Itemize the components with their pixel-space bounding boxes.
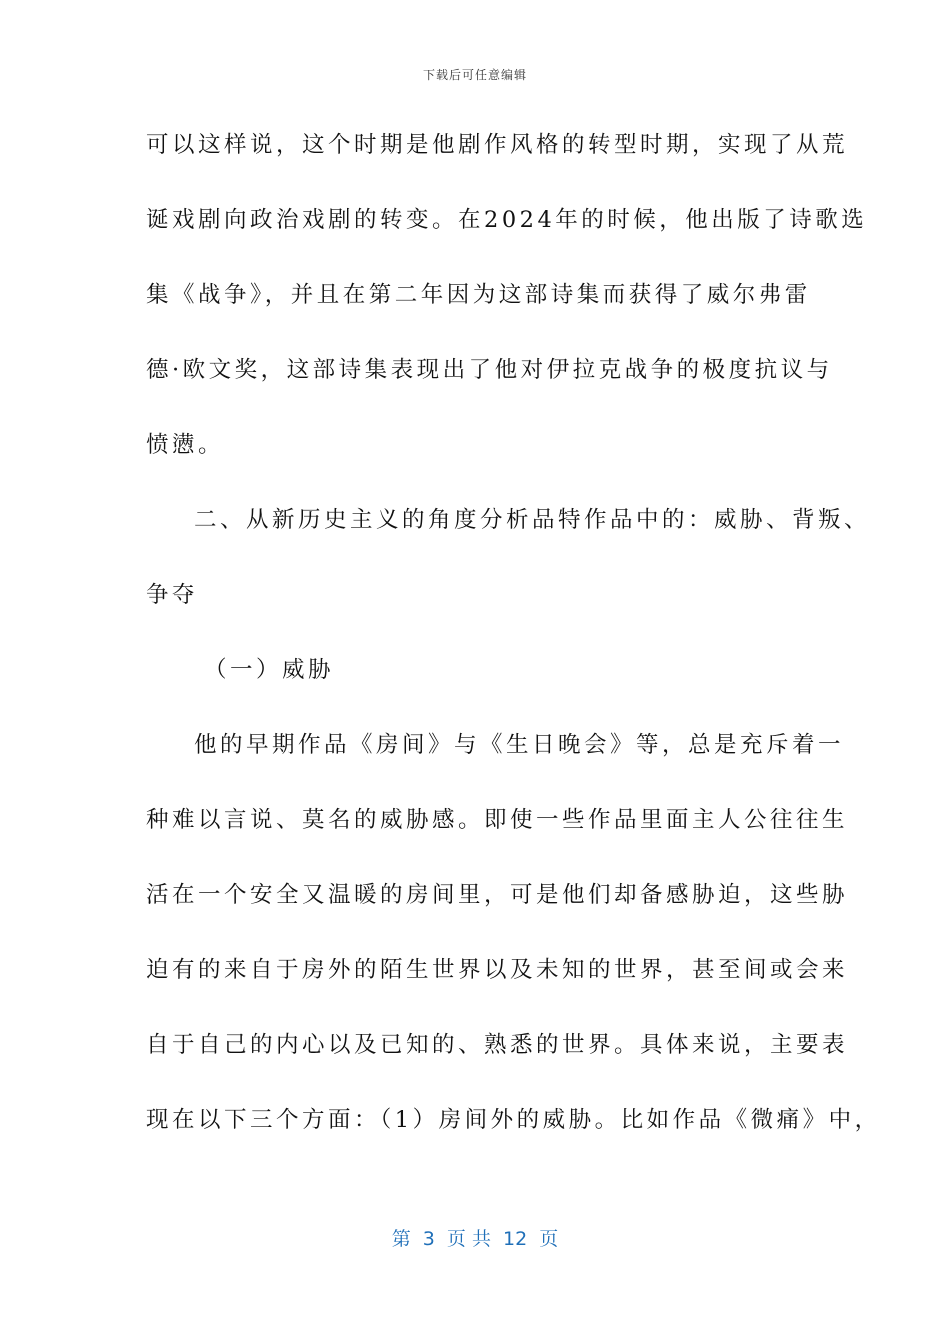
text-line: 活在一个安全又温暖的房间里，可是他们却备感胁迫，这些胁 [146, 882, 849, 908]
page-number-footer: 第 3 页 共 12 页 [391, 1228, 559, 1250]
page-header: 下载后可任意编辑 [422, 68, 527, 82]
text-line: 现在以下三个方面：（1）房间外的威胁。比如作品《微痛》中， [146, 1107, 881, 1133]
text-line: 迫有的来自于房外的陌生世界以及未知的世界，甚至间或会来 [146, 957, 849, 983]
text-line: 自于自己的内心以及已知的、熟悉的世界。具体来说，主要表 [146, 1032, 849, 1058]
text-line: 可以这样说，这个时期是他剧作风格的转型时期，实现了从荒 [146, 132, 849, 158]
text-line: 诞戏剧向政治戏剧的转变。在2024年的时候，他出版了诗歌选 [146, 207, 868, 233]
text-line: 集《战争》，并且在第二年因为这部诗集而获得了威尔弗雷 [146, 282, 811, 308]
section-heading: 二、从新历史主义的角度分析品特作品中的：威胁、背叛、 [194, 507, 871, 533]
subsection-heading: （一）威胁 [204, 657, 335, 683]
text-line: 他的早期作品《房间》与《生日晚会》等，总是充斥着一 [194, 732, 845, 758]
text-line: 种难以言说、莫名的威胁感。即使一些作品里面主人公往往生 [146, 807, 849, 833]
text-line: 德·欧文奖，这部诗集表现出了他对伊拉克战争的极度抗议与 [146, 357, 833, 383]
section-heading-continued: 争夺 [146, 582, 199, 608]
text-line: 愤懑。 [146, 432, 225, 458]
document-body [146, 119, 881, 1169]
